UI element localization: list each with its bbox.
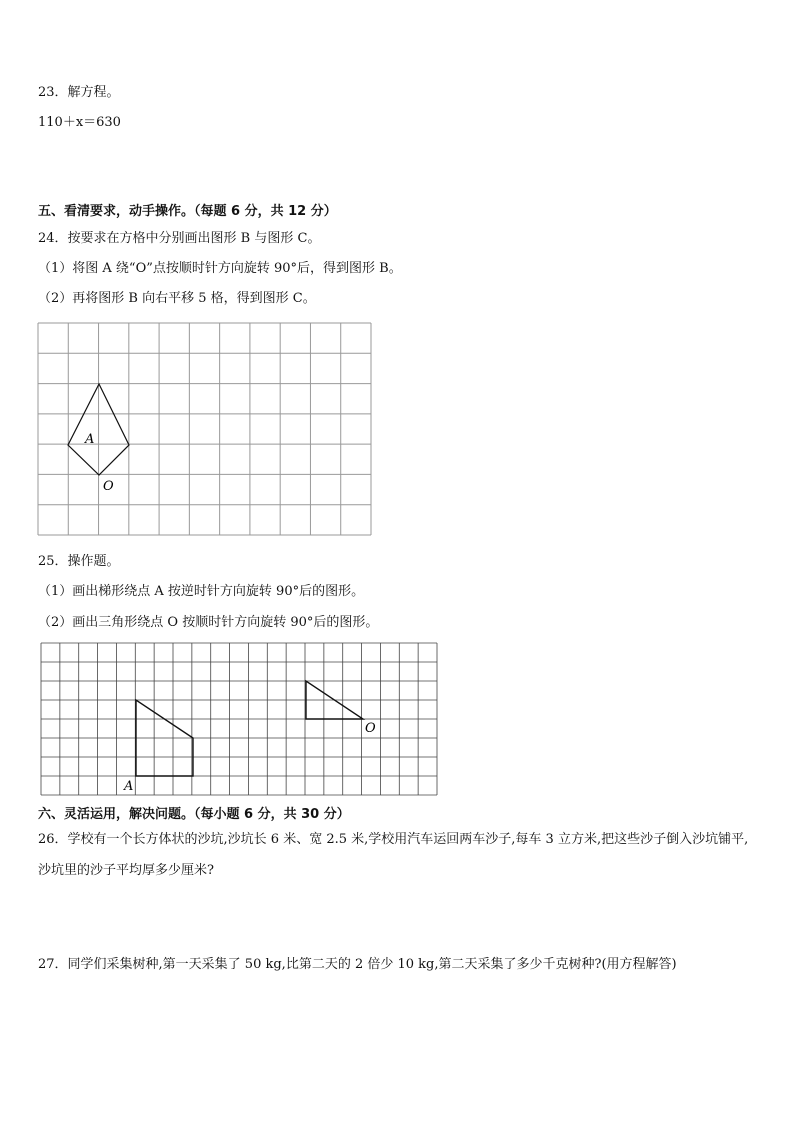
section6-heading: 六、灵活运用，解决问题。（每小题 6 分，共 30 分） <box>38 807 350 822</box>
q24-step2: （2）再将图形 B 向右平移 5 格，得到图形 C。 <box>38 291 316 306</box>
q24-step1: （1）将图 A 绕“O”点按顺时针方向旋转 90°后，得到图形 B。 <box>38 261 402 276</box>
label-o-triangle: O <box>365 721 376 736</box>
q25-grid <box>41 643 437 795</box>
section5-heading: 五、看清要求，动手操作。（每题 6 分，共 12 分） <box>38 204 337 219</box>
q24-grid <box>38 323 371 535</box>
q23-equation: 110＋x＝630 <box>38 115 121 130</box>
q27-text: 27．同学们采集树种,第一天采集了 50 kg,比第二天的 2 倍少 10 kg,第二天采集了多少千克树种?(用方程解答) <box>38 957 677 972</box>
label-a: A <box>85 432 95 447</box>
q23-title: 23．解方程。 <box>38 85 120 100</box>
q25-step2: （2）画出三角形绕点 O 按顺时针方向旋转 90°后的图形。 <box>38 615 379 630</box>
q25-step1: （1）画出梯形绕点 A 按逆时针方向旋转 90°后的图形。 <box>38 584 365 599</box>
q24-grid-figure <box>38 323 372 536</box>
q24-title: 24．按要求在方格中分别画出图形 B 与图形 C。 <box>38 231 321 246</box>
q25-grid-figure <box>41 643 438 795</box>
q26-text: 26．学校有一个长方体状的沙坑,沙坑长 6 米、宽 2.5 米,学校用汽车运回两车沙子,每车 3 立方米,把这些沙子倒入沙坑铺平,沙坑里的沙子平均厚多少厘米? <box>38 832 749 878</box>
label-a-trapezoid: A <box>124 779 134 794</box>
q25-title: 25．操作题。 <box>38 554 120 569</box>
label-o: O <box>103 479 114 494</box>
